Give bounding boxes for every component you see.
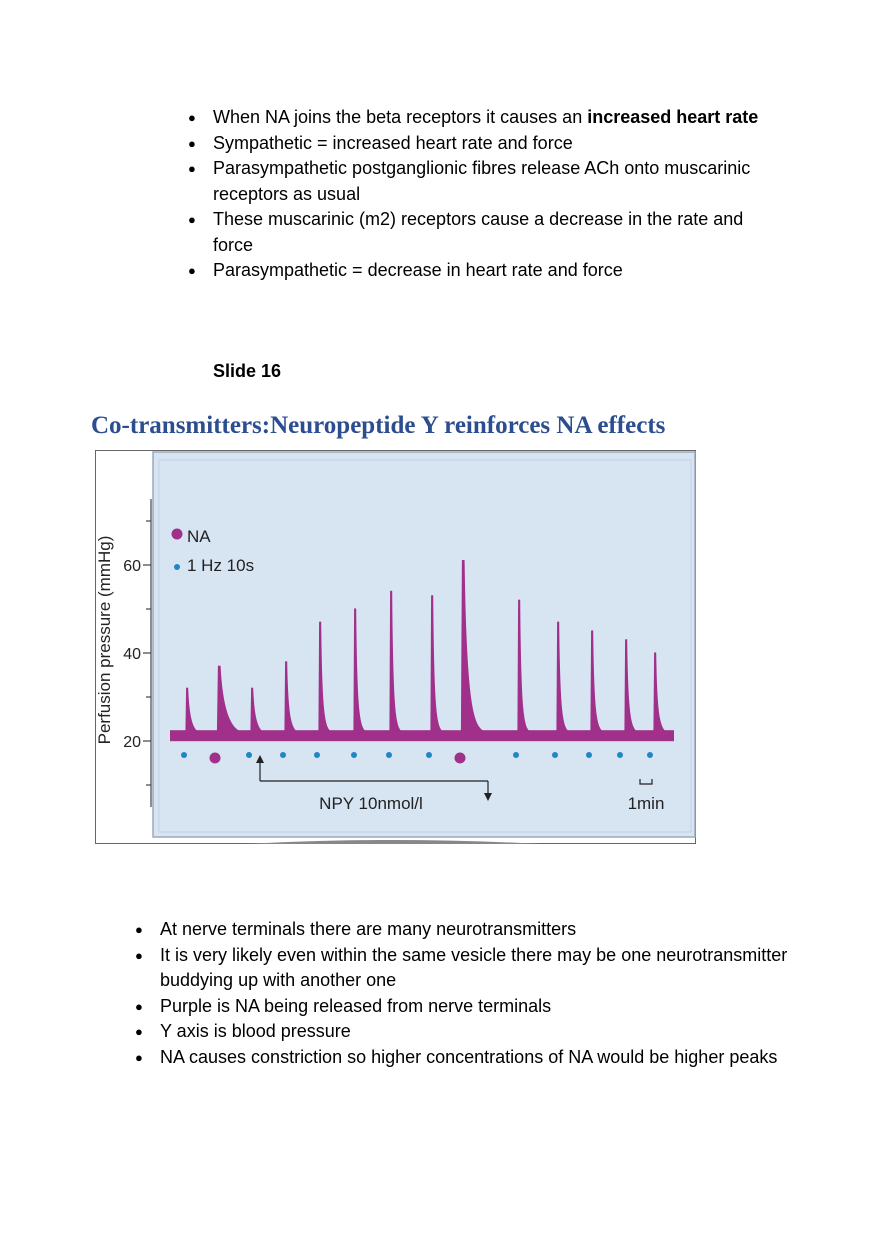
electrical-stimulus-marker bbox=[617, 752, 623, 758]
list-item: ● NA causes constriction so higher concentrations of NA would be higher peaks bbox=[135, 1045, 790, 1071]
scale-bar-label: 1min bbox=[627, 794, 665, 813]
electrical-stimulus-marker bbox=[552, 752, 558, 758]
electrical-stimulus-marker bbox=[351, 752, 357, 758]
figure-title: Co-transmitters:Neuropeptide Y reinforces NA effects bbox=[91, 412, 666, 439]
electrical-stimulus-marker bbox=[426, 752, 432, 758]
legend-na-label: NA bbox=[187, 527, 211, 546]
list-item: ● At nerve terminals there are many neurotransmitters bbox=[135, 917, 790, 943]
slide-heading: Slide 16 bbox=[213, 361, 282, 381]
plot-panel bbox=[153, 452, 695, 837]
na-stimulus-marker bbox=[210, 753, 221, 764]
list-item: ● Purple is NA being released from nerve terminals bbox=[135, 994, 790, 1020]
list-item: ● It is very likely even within the same vesicle there may be one neurotransmitter buddying up with another one bbox=[135, 943, 790, 994]
y-tick-label: 60 bbox=[123, 558, 141, 575]
list-item: ● When NA joins the beta receptors it causes an increased heart rate bbox=[188, 105, 788, 131]
electrical-stimulus-marker bbox=[280, 752, 286, 758]
na-stimulus-marker bbox=[455, 753, 466, 764]
electrical-stimulus-marker bbox=[314, 752, 320, 758]
electrical-stimulus-marker bbox=[181, 752, 187, 758]
legend-na-marker bbox=[172, 529, 183, 540]
y-axis-label: Perfusion pressure (mmHg) bbox=[95, 535, 114, 745]
y-tick-label: 40 bbox=[123, 646, 141, 663]
electrical-stimulus-marker bbox=[647, 752, 653, 758]
list-item: ● Parasympathetic = decrease in heart rate and force bbox=[188, 258, 788, 284]
electrical-stimulus-marker bbox=[246, 752, 252, 758]
npy-label: NPY 10nmol/l bbox=[319, 794, 423, 813]
electrical-stimulus-marker bbox=[513, 752, 519, 758]
list-item: ● Y axis is blood pressure bbox=[135, 1019, 790, 1045]
bottom-bullet-list bbox=[135, 917, 790, 1070]
top-bullet-list bbox=[188, 105, 788, 284]
perfusion-chart bbox=[95, 450, 697, 846]
list-item: ● These muscarinic (m2) receptors cause a decrease in the rate and force bbox=[188, 207, 788, 258]
legend-stim-label: 1 Hz 10s bbox=[187, 556, 255, 575]
electrical-stimulus-marker bbox=[586, 752, 592, 758]
list-item: ● Parasympathetic postganglionic fibres release ACh onto muscarinic receptors as usual bbox=[188, 156, 788, 207]
y-tick-label: 20 bbox=[123, 734, 141, 751]
electrical-stimulus-marker bbox=[386, 752, 392, 758]
list-item: ● Sympathetic = increased heart rate and force bbox=[188, 131, 788, 157]
legend-stim-marker bbox=[174, 564, 180, 570]
